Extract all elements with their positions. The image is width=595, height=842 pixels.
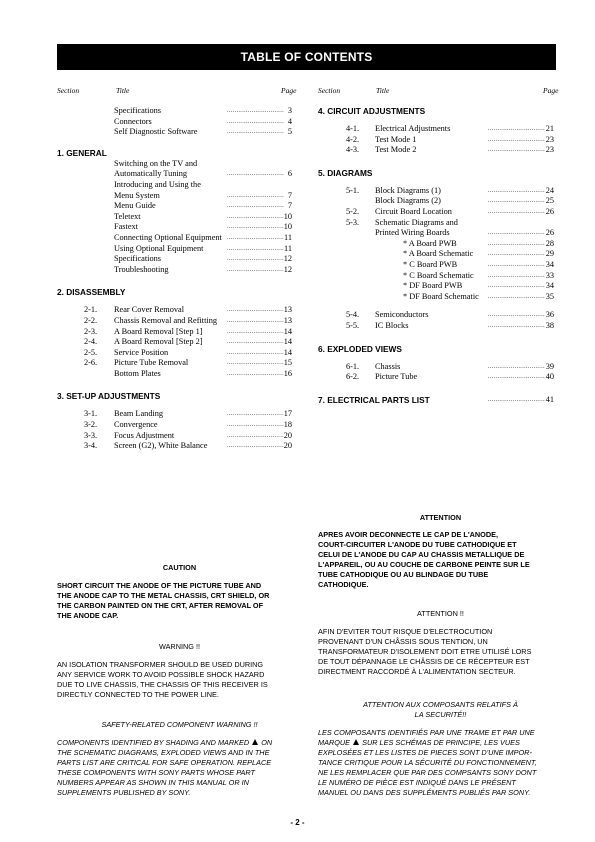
attention-line: COURT-CIRCUITER L'ANODE DU TUBE CATHODIQUE ET bbox=[318, 540, 517, 549]
warning-triangle-icon bbox=[252, 739, 258, 745]
attention3-line-1 bbox=[318, 738, 563, 748]
dot-leader: .............................. bbox=[227, 360, 284, 367]
section-heading-setup: 3. SET-UP ADJUSTMENTS bbox=[57, 391, 161, 402]
toc-page: 21 bbox=[545, 124, 554, 133]
caution-text bbox=[57, 581, 302, 621]
toc-title: IC Blocks bbox=[375, 320, 409, 330]
toc-title: Menu System bbox=[114, 190, 160, 200]
toc-row bbox=[57, 222, 297, 233]
toc-title: Semiconductors bbox=[375, 310, 429, 320]
toc-title: * A Board PWB bbox=[403, 238, 457, 248]
toc-title: Using Optional Equipment bbox=[114, 243, 204, 253]
safety-line: THE SCHEMATIC DIAGRAMS, EXPLODED VIEWS AND IN THE bbox=[57, 748, 270, 757]
toc-row bbox=[318, 124, 560, 135]
dot-leader: .............................. bbox=[488, 136, 545, 143]
attention3-line: NE LES REMPLACER QUE PAR DES COMPSANTS SONY DONT bbox=[318, 768, 537, 777]
toc-page: 4 bbox=[287, 116, 292, 126]
toc-page: 3 bbox=[287, 106, 292, 115]
dot-leader: .............................. bbox=[227, 339, 284, 346]
attention2-line: DE TOUT DÉPANNAGE LE CHÂSSIS DE CE RÉCEPTEUR EST bbox=[318, 657, 530, 666]
toc-section-number: 5-3. bbox=[346, 217, 360, 227]
attention3-block bbox=[318, 700, 563, 798]
toc-circuit-list bbox=[318, 124, 560, 156]
toc-row bbox=[57, 305, 297, 316]
toc-page: 11 bbox=[284, 232, 292, 242]
dot-leader: .............................. bbox=[488, 147, 545, 154]
toc-section-number: 4-2. bbox=[346, 134, 360, 144]
toc-title: Test Mode 1 bbox=[375, 134, 417, 144]
toc-row bbox=[318, 372, 560, 383]
toc-row bbox=[318, 362, 560, 373]
toc-row bbox=[57, 327, 297, 338]
attention-line: L'APPAREIL, OU AU COUCHE DE CARBONE PEINTE SUR LE bbox=[318, 560, 530, 569]
right-header-title: Title bbox=[376, 86, 390, 95]
toc-page: 23 bbox=[545, 134, 554, 144]
dot-leader: .............................. bbox=[488, 272, 545, 279]
toc-general-list bbox=[57, 159, 297, 276]
attention-line: APRES AVOIR DECONNECTE LE CAP DE L'ANODE, bbox=[318, 530, 498, 539]
toc-page: 36 bbox=[545, 310, 554, 320]
dot-leader: .............................. bbox=[227, 224, 284, 231]
attention-title: ATTENTION bbox=[419, 513, 462, 522]
section-heading-diagrams: 5. DIAGRAMS bbox=[318, 167, 373, 178]
toc-title: * DF Board PWB bbox=[403, 281, 463, 291]
attention-line: TUBE CATHODIQUE OU AU BLINDAGE DU TUBE bbox=[318, 570, 489, 579]
toc-row bbox=[57, 159, 297, 170]
attention3-line-0: LES COMPOSANTS IDENTIFIÉS PAR UNE TRAME ET PAR UNE bbox=[318, 728, 535, 737]
toc-row bbox=[57, 212, 297, 223]
toc-row bbox=[318, 310, 560, 321]
dot-leader: .............................. bbox=[488, 187, 545, 194]
safety-line: THESE COMPONENTS WITH SONY PARTS WHOSE PART bbox=[57, 768, 255, 777]
attention-line: CATHODIQUE. bbox=[318, 580, 369, 589]
caution-block bbox=[57, 563, 302, 621]
attention2-line: TRANSFORMATEUR D'ISOLEMENT DOIT ETRE UTILISÉ LORS bbox=[318, 647, 532, 656]
dot-leader: .............................. bbox=[488, 261, 545, 268]
toc-title: Teletext bbox=[114, 211, 141, 221]
toc-row bbox=[318, 218, 560, 229]
toc-page: 35 bbox=[545, 291, 554, 301]
toc-title: Schematic Diagrams and bbox=[375, 217, 458, 227]
attention3-title-1: ATTENTION AUX COMPOSANTS RELATIFS À bbox=[363, 700, 518, 709]
dot-leader: .............................. bbox=[227, 432, 284, 439]
toc-left-column bbox=[57, 106, 297, 452]
toc-page: 5 bbox=[287, 127, 292, 137]
dot-leader: .............................. bbox=[488, 312, 545, 319]
toc-diagrams-list-2 bbox=[318, 310, 560, 331]
toc-banner: TABLE OF CONTENTS bbox=[57, 44, 556, 70]
toc-row bbox=[57, 369, 297, 380]
dot-leader: .............................. bbox=[488, 396, 545, 403]
toc-title: Service Position bbox=[114, 347, 169, 357]
section-heading-disassembly: 2. DISASSEMBLY bbox=[57, 287, 126, 298]
toc-section-number: 6-2. bbox=[346, 372, 360, 382]
toc-page: 12 bbox=[283, 264, 292, 274]
toc-section-number: 6-1. bbox=[346, 361, 360, 371]
caution-line: SHORT CIRCUIT THE ANODE OF THE PICTURE TUBE AND bbox=[57, 581, 262, 590]
dot-leader: .............................. bbox=[227, 171, 284, 178]
toc-title: Printed Wiring Boards bbox=[375, 228, 450, 238]
dot-leader: .............................. bbox=[227, 118, 284, 125]
left-header-section: Section bbox=[57, 86, 80, 95]
dot-leader: .............................. bbox=[227, 443, 284, 450]
toc-row bbox=[57, 254, 297, 265]
attention3-text bbox=[318, 748, 563, 798]
toc-title: Picture Tube Removal bbox=[114, 358, 189, 368]
toc-title: Connectors bbox=[114, 116, 152, 126]
toc-page: 25 bbox=[545, 196, 554, 206]
warning-line: ANY SERVICE WORK TO AVOID POSSIBLE SHOCK HAZARD bbox=[57, 670, 265, 679]
toc-section-number: 5-1. bbox=[346, 185, 360, 195]
toc-page: 28 bbox=[545, 238, 554, 248]
left-header-page: Page bbox=[281, 86, 297, 95]
safety-line-1a: COMPONENTS IDENTIFIED BY SHADING AND MARKED bbox=[57, 738, 250, 747]
warning-block bbox=[57, 642, 302, 700]
toc-disassembly-list bbox=[57, 305, 297, 379]
toc-title: * C Board PWB bbox=[403, 259, 458, 269]
toc-page: 12 bbox=[283, 254, 292, 264]
toc-exploded-list bbox=[318, 362, 560, 383]
toc-page: 23 bbox=[545, 145, 554, 155]
toc-page: 24 bbox=[545, 185, 554, 195]
toc-intro-list bbox=[57, 106, 297, 138]
safety-line: PARTS LIST ARE CRITICAL FOR SAFE OPERATION. REPLACE bbox=[57, 758, 272, 767]
toc-title: Chassis bbox=[375, 361, 401, 371]
toc-row bbox=[57, 117, 297, 128]
toc-row bbox=[57, 431, 297, 442]
toc-row bbox=[57, 441, 297, 452]
attention2-text bbox=[318, 627, 563, 677]
toc-row bbox=[57, 127, 297, 138]
toc-row bbox=[57, 409, 297, 420]
toc-title: Menu Guide bbox=[114, 201, 156, 211]
safety-title: SAFETY-RELATED COMPONENT WARNING !! bbox=[101, 720, 258, 729]
dot-leader: .............................. bbox=[227, 317, 284, 324]
toc-title: Self Diagnostic Software bbox=[114, 127, 198, 137]
toc-page: 40 bbox=[545, 372, 554, 382]
toc-title: Introducing and Using the bbox=[114, 179, 201, 189]
right-header-section: Section bbox=[318, 86, 341, 95]
warning-line: DIRECTLY CONNECTED TO THE POWER LINE. bbox=[57, 690, 219, 699]
attention3-line-1b: SUR LES SCHÉMAS DE PRINCIPE, LES VUES bbox=[362, 738, 520, 747]
toc-section-number: 5-2. bbox=[346, 206, 360, 216]
toc-page: 26 bbox=[545, 228, 554, 238]
toc-row bbox=[318, 186, 560, 197]
toc-section-number: 4-1. bbox=[346, 124, 360, 133]
toc-title: Block Diagrams (1) bbox=[375, 185, 441, 195]
toc-row bbox=[318, 260, 560, 271]
warning-title: WARNING !! bbox=[158, 642, 201, 651]
toc-page: 17 bbox=[283, 409, 292, 419]
attention3-line: EXPLOSÉES ET LES LISTES DE PIECES SONT D'UNE IMPOR- bbox=[318, 748, 532, 757]
toc-title: * DF Board Schematic bbox=[403, 291, 479, 301]
dot-leader: .............................. bbox=[227, 349, 284, 356]
toc-row bbox=[318, 292, 560, 303]
toc-section-number: 3-3. bbox=[84, 430, 98, 440]
toc-section-number: 2-4. bbox=[84, 337, 98, 347]
attention2-line: AFIN D'EVITER TOUT RISQUE D'ELECTROCUTION bbox=[318, 627, 493, 636]
toc-page: 15 bbox=[283, 358, 292, 368]
dot-leader: .............................. bbox=[227, 256, 284, 263]
dot-leader: .............................. bbox=[488, 322, 545, 329]
toc-title: Convergence bbox=[114, 420, 158, 430]
caution-line: THE CARBON PAINTED ON THE CRT, AFTER REMOVAL OF bbox=[57, 601, 264, 610]
toc-row bbox=[57, 201, 297, 212]
dot-leader: .............................. bbox=[488, 230, 545, 237]
toc-title: Block Diagrams (2) bbox=[375, 196, 441, 206]
toc-row bbox=[318, 145, 560, 156]
page-number: - 2 - bbox=[290, 818, 305, 827]
section-heading-exploded: 6. EXPLODED VIEWS bbox=[318, 343, 402, 354]
toc-title: A Board Removal [Step 2] bbox=[114, 337, 203, 347]
dot-leader: .............................. bbox=[488, 240, 545, 247]
attention-block bbox=[318, 513, 563, 590]
toc-section-number: 3-4. bbox=[84, 441, 98, 451]
toc-page: 7 bbox=[287, 190, 292, 200]
toc-page: 18 bbox=[283, 420, 292, 430]
toc-row bbox=[57, 316, 297, 327]
dot-leader: .............................. bbox=[227, 245, 284, 252]
toc-row bbox=[57, 348, 297, 359]
attention-text bbox=[318, 530, 563, 590]
caution-title: CAUTION bbox=[162, 563, 197, 572]
toc-title: Troubleshooting bbox=[114, 264, 169, 274]
warning-text bbox=[57, 660, 302, 700]
toc-row bbox=[318, 207, 560, 218]
toc-section-number: 5-5. bbox=[346, 320, 360, 330]
toc-page: 6 bbox=[287, 169, 292, 179]
toc-row bbox=[318, 196, 560, 207]
safety-line: NUMBERS APPEAR AS SHOWN IN THIS MANUAL OR IN bbox=[57, 778, 249, 787]
section-heading-general: 1. GENERAL bbox=[57, 147, 107, 158]
toc-row bbox=[57, 244, 297, 255]
toc-page: 29 bbox=[545, 249, 554, 259]
safety-block bbox=[57, 720, 302, 798]
right-header-page: Page bbox=[543, 86, 559, 95]
toc-title: Circuit Board Location bbox=[375, 206, 452, 216]
attention3-line: LE NUMÉRO DE PIÈCE EST INDIQUÉ DANS LE PRÉSENT bbox=[318, 778, 516, 787]
toc-page: 34 bbox=[545, 281, 554, 291]
dot-leader: .............................. bbox=[227, 411, 284, 418]
dot-leader: .............................. bbox=[227, 422, 284, 429]
toc-section-number: 5-4. bbox=[346, 310, 360, 320]
dot-leader: .............................. bbox=[227, 192, 284, 199]
dot-leader: .............................. bbox=[227, 307, 284, 314]
toc-row bbox=[318, 239, 560, 250]
safety-line: SUPPLEMENTS PUBLISHED BY SONY. bbox=[57, 788, 191, 797]
toc-section-number: 2-3. bbox=[84, 326, 98, 336]
dot-leader: .............................. bbox=[227, 129, 284, 136]
toc-row bbox=[318, 228, 560, 239]
toc-page: 13 bbox=[283, 315, 292, 325]
section-heading-circuit: 4. CIRCUIT ADJUSTMENTS bbox=[318, 106, 426, 116]
toc-title: Fastext bbox=[114, 222, 138, 232]
toc-title: Electrical Adjustments bbox=[375, 124, 451, 133]
toc-title: Specifications bbox=[114, 106, 162, 115]
toc-title: * C Board Schematic bbox=[403, 270, 474, 280]
toc-title: Switching on the TV and bbox=[114, 158, 198, 168]
toc-row-parts bbox=[318, 395, 560, 406]
dot-leader: .............................. bbox=[227, 108, 284, 114]
toc-row bbox=[318, 321, 560, 332]
toc-row bbox=[318, 249, 560, 260]
caution-line: THE ANODE CAP. bbox=[57, 611, 119, 620]
toc-page: 38 bbox=[545, 320, 554, 330]
dot-leader: .............................. bbox=[488, 283, 545, 290]
toc-right-column bbox=[318, 106, 560, 406]
toc-setup-list bbox=[57, 409, 297, 451]
toc-row bbox=[57, 106, 297, 117]
toc-title: Chassis Removal and Refitting bbox=[114, 315, 218, 325]
warning-line: AN ISOLATION TRANSFORMER SHOULD BE USED DURING bbox=[57, 660, 264, 669]
toc-title: Connecting Optional Equipment bbox=[114, 232, 222, 242]
attention2-line: PROVENANT D'UN CHÂSSIS SOUS TENTION, UN bbox=[318, 637, 488, 646]
toc-page: 14 bbox=[283, 326, 292, 336]
toc-page: 20 bbox=[283, 430, 292, 440]
toc-title: Specifications bbox=[114, 254, 162, 264]
dot-leader: .............................. bbox=[488, 208, 545, 215]
toc-page: 16 bbox=[283, 368, 292, 378]
toc-title: Screen (G2), White Balance bbox=[114, 441, 208, 451]
attention2-block bbox=[318, 609, 563, 677]
toc-section-number: 2-2. bbox=[84, 315, 98, 325]
dot-leader: .............................. bbox=[227, 213, 284, 220]
safety-line-1b: ON bbox=[261, 738, 273, 747]
section-heading-parts: 7. ELECTRICAL PARTS LIST bbox=[318, 394, 430, 405]
toc-page: 34 bbox=[545, 259, 554, 269]
dot-leader: .............................. bbox=[227, 370, 284, 377]
toc-title: Rear Cover Removal bbox=[114, 305, 185, 315]
toc-page: 14 bbox=[283, 337, 292, 347]
dot-leader: .............................. bbox=[488, 374, 545, 381]
toc-page: 10 bbox=[283, 222, 292, 232]
toc-page: 33 bbox=[545, 270, 554, 280]
caution-line: THE ANODE CAP TO THE METAL CHASSIS, CRT SHIELD, OR bbox=[57, 591, 270, 600]
toc-row bbox=[57, 191, 297, 202]
attention3-line: TANCE CRITIQUE POUR LA SÉCURITÉ DU FONCTIONNEMENT, bbox=[318, 758, 537, 767]
toc-title: Automatically Tuning bbox=[114, 169, 188, 179]
attention3-line: MANUEL OU DANS DES SUPPLÉMENTS PUBLIÉS PAR SONY. bbox=[318, 788, 531, 797]
dot-leader: .............................. bbox=[227, 234, 284, 241]
safety-text bbox=[57, 748, 302, 798]
toc-page: 10 bbox=[283, 211, 292, 221]
warning-triangle-icon bbox=[353, 739, 359, 745]
toc-section-number: 2-5. bbox=[84, 347, 98, 357]
toc-row bbox=[318, 281, 560, 292]
toc-section-number: 2-1. bbox=[84, 305, 98, 315]
toc-row bbox=[57, 265, 297, 276]
toc-row bbox=[57, 420, 297, 431]
toc-title: Picture Tube bbox=[375, 372, 418, 382]
toc-section-number: 3-1. bbox=[84, 409, 98, 419]
toc-row bbox=[318, 135, 560, 146]
attention-line: CELUI DE L'ANODE DU CAP AU CHASSIS METALLIQUE DE bbox=[318, 550, 525, 559]
attention3-line-1a: MARQUE bbox=[318, 738, 351, 747]
dot-leader: .............................. bbox=[488, 363, 545, 370]
toc-title: Beam Landing bbox=[114, 409, 164, 419]
toc-page: 14 bbox=[283, 347, 292, 357]
left-header-title: Title bbox=[116, 86, 130, 95]
toc-row bbox=[57, 233, 297, 244]
toc-title: Bottom Plates bbox=[114, 368, 161, 378]
warning-line: DUE TO LIVE CHASSIS, THE CHASSIS OF THIS RECEIVER IS bbox=[57, 680, 268, 689]
dot-leader: .............................. bbox=[488, 198, 545, 205]
dot-leader: .............................. bbox=[488, 126, 545, 132]
attention3-title-2: LA SECURITÉ!! bbox=[414, 710, 467, 719]
toc-row bbox=[318, 271, 560, 282]
toc-page: 26 bbox=[545, 206, 554, 216]
toc-diagrams-list bbox=[318, 186, 560, 303]
safety-line-1 bbox=[57, 738, 302, 748]
dot-leader: .............................. bbox=[227, 203, 284, 210]
toc-section-number: 2-6. bbox=[84, 358, 98, 368]
toc-row bbox=[57, 180, 297, 191]
toc-row bbox=[57, 358, 297, 369]
toc-page: 41 bbox=[545, 394, 554, 404]
toc-page: 39 bbox=[545, 361, 554, 371]
toc-page: 13 bbox=[283, 305, 292, 315]
toc-section-number: 4-3. bbox=[346, 145, 360, 155]
toc-page: 20 bbox=[283, 441, 292, 451]
toc-page: 11 bbox=[284, 243, 292, 253]
toc-title: Focus Adjustment bbox=[114, 430, 175, 440]
toc-title: Test Mode 2 bbox=[375, 145, 417, 155]
attention2-title: ATTENTION !! bbox=[417, 609, 464, 618]
toc-page: 7 bbox=[287, 201, 292, 211]
dot-leader: .............................. bbox=[227, 328, 284, 335]
dot-leader: .............................. bbox=[488, 251, 545, 258]
toc-row bbox=[57, 169, 297, 180]
toc-title: A Board Removal [Step 1] bbox=[114, 326, 203, 336]
toc-section-number: 3-2. bbox=[84, 420, 98, 430]
dot-leader: .............................. bbox=[227, 266, 284, 273]
toc-row bbox=[57, 337, 297, 348]
dot-leader: .............................. bbox=[488, 293, 545, 300]
toc-title: * A Board Schematic bbox=[403, 249, 474, 259]
attention2-line: DIRECTMENT RACCORDÉ À L'ALIMENTATION SECTEUR. bbox=[318, 667, 516, 676]
